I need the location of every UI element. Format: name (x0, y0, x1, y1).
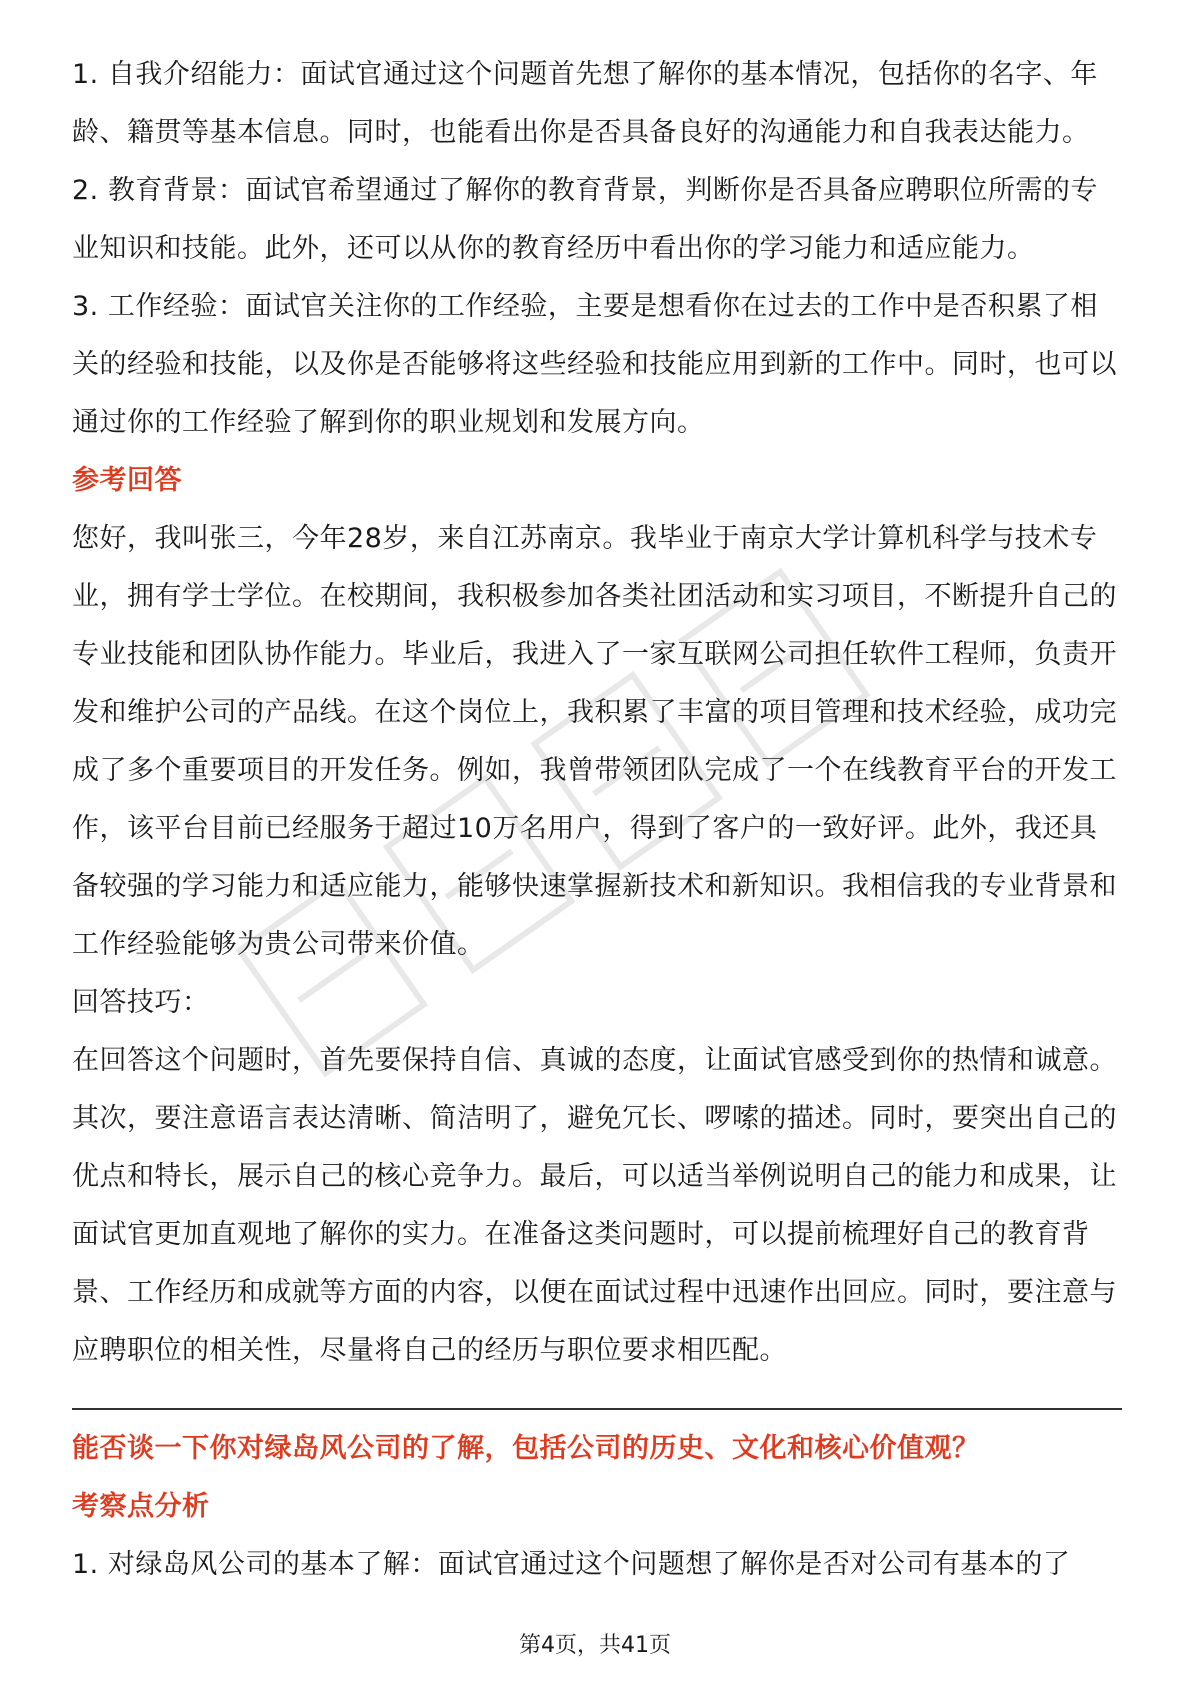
next-analysis-item-1: 1. 对绿岛风公司的基本了解：面试官通过这个问题想了解你是否对公司有基本的了 (72, 1549, 1071, 1580)
reference-answer-heading: 参考回答 (72, 465, 182, 496)
answer-tips-label: 回答技巧： (72, 987, 210, 1018)
analysis-item-1: 1. 自我介绍能力：面试官通过这个问题首先想了解你的基本情况，包括你的名字、年龄、籍贯等基本信息。同时，也能看出你是否具备良好的沟通能力和自我表达能力。 (72, 59, 1098, 148)
page-number: 第4页，共41页 (519, 1633, 671, 1658)
reference-answer-text: 您好，我叫张三，今年28岁，来自江苏南京。我毕业于南京大学计算机科学与技术专业，拥有学士学位。在校期间，我积极参加各类社团活动和实习项目，不断提升自己的专业技能和团队协作能力。毕业后，我进入了一家互联网公司担任软件工程师，负责开发和维护公司的产品线。在这个岗位上，我积累了丰富的项目管理和技术经验，成功完成了多个重要项目的开发任务。例如，我曾带领团队完成了一个在线教育平台的开发工作，该平台目前已经服务于超过10万名用户，得到了客户的一致好评。此外，我还具备较强的学习能力和适应能力，能够快速掌握新技术和新知识。我相信我的专业背景和工作经验能够为贵公司带来价值。 (72, 523, 1117, 960)
section-divider (72, 1408, 1122, 1410)
analysis-item-3: 3. 工作经验：面试官关注你的工作经验，主要是想看你在过去的工作中是否积累了相关的经验和技能，以及你是否能够将这些经验和技能应用到新的工作中。同时，也可以通过你的工作经验了解到你的职业规划和发展方向。 (72, 291, 1117, 438)
answer-tips-text: 在回答这个问题时，首先要保持自信、真诚的态度，让面试官感受到你的热情和诚意。其次，要注意语言表达清晰、简洁明了，避免冗长、啰嗦的描述。同时，要突出自己的优点和特长，展示自己的核心竞争力。最后，可以适当举例说明自己的能力和成果，让面试官更加直观地了解你的实力。在准备这类问题时，可以提前梳理好自己的教育背景、工作经历和成就等方面的内容，以便在面试过程中迅速作出回应。同时，要注意与应聘职位的相关性，尽量将自己的经历与职位要求相匹配。 (72, 1045, 1117, 1366)
next-question-title: 能否谈一下你对绿岛风公司的了解，包括公司的历史、文化和核心价值观？ (72, 1433, 980, 1464)
main-content (72, 46, 1122, 1594)
analysis-item-2: 2. 教育背景：面试官希望通过了解你的教育背景，判断你是否具备应聘职位所需的专业知识和技能。此外，还可以从你的教育经历中看出你的学习能力和适应能力。 (72, 175, 1098, 264)
analysis-heading: 考察点分析 (72, 1491, 210, 1522)
